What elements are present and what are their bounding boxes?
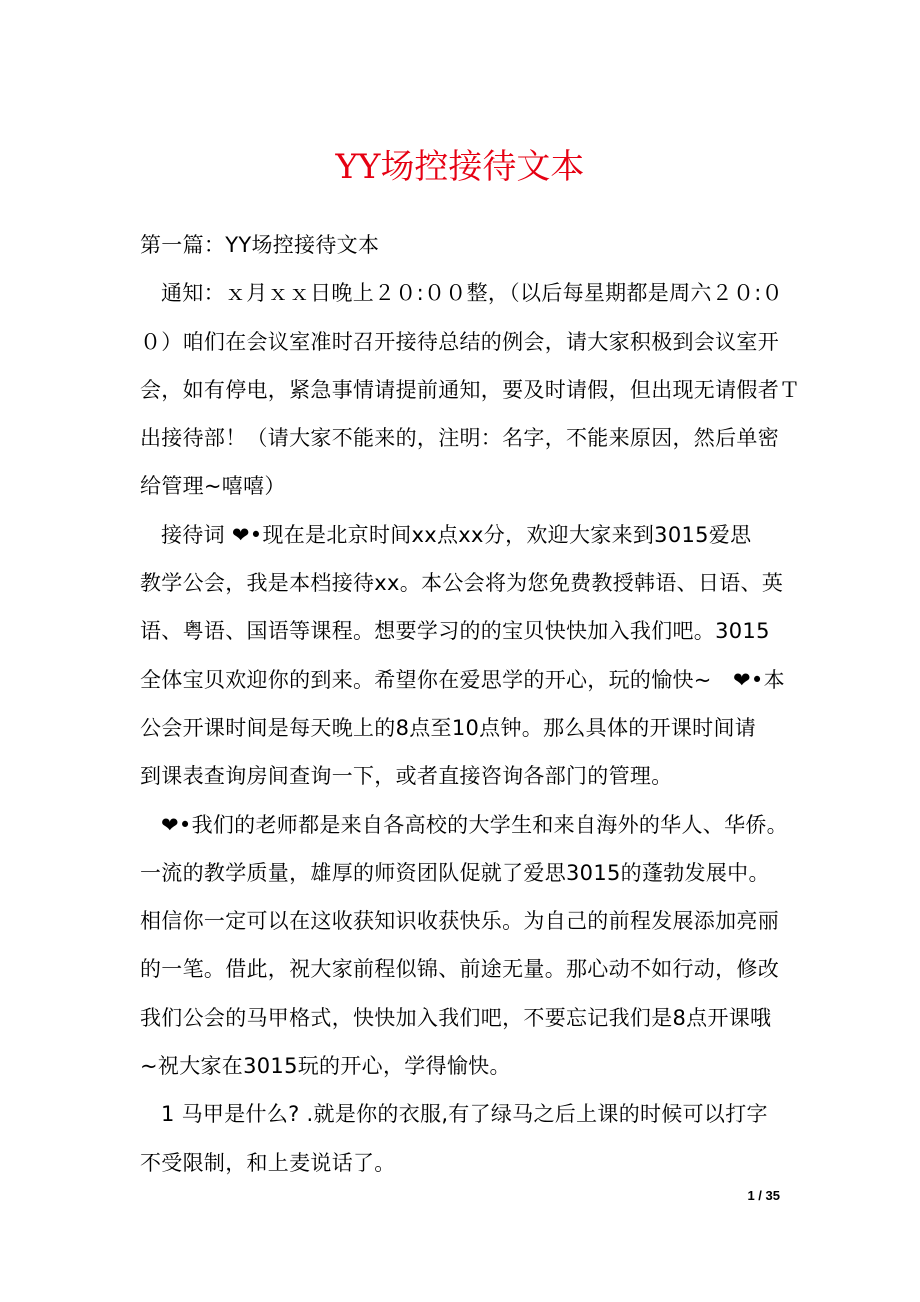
text-line: 语、粤语、国语等课程。想要学习的的宝贝快快加入我们吧。3015 [140, 619, 770, 644]
document-title: YY场控接待文本 [335, 147, 585, 187]
text-line: 出接待部！（请大家不能来的，注明：名字，不能来原因，然后单密 [140, 426, 779, 451]
section-heading: 第一篇：YY场控接待文本 [140, 233, 380, 257]
text-line: ❤•我们的老师都是来自各高校的大学生和来自海外的华人、华侨。 [161, 812, 788, 837]
text-line: 通知：ｘ月ｘｘ日晚上２０:００整，（以后每星期都是周六２０:０ [161, 281, 783, 306]
document-body [140, 221, 801, 1187]
text-line: 会，如有停电，紧急事情请提前通知，要及时请假，但出现无请假者Ｔ [140, 377, 801, 402]
text-line: 接待词 ❤•现在是北京时间xx点xx分，欢迎大家来到3015爱思 [161, 522, 752, 547]
text-line: 公会开课时间是每天晚上的8点至10点钟。那么具体的开课时间请 [140, 715, 757, 740]
text-line: 相信你一定可以在这收获知识收获快乐。为自己的前程发展添加亮丽 [140, 909, 779, 934]
text-line: 到课表查询房间查询一下，或者直接咨询各部门的管理。 [140, 764, 673, 789]
text-line: 的一笔。借此，祝大家前程似锦、前途无量。那心动不如行动，修改 [140, 957, 779, 982]
page-number: 1 / 35 [747, 1188, 780, 1203]
text-line: 1 马甲是什么? .就是你的衣服,有了绿马之后上课的时候可以打字 [161, 1102, 768, 1127]
text-line: 一流的教学质量，雄厚的师资团队促就了爱思3015的蓬勃发展中。 [140, 860, 770, 885]
text-line: ~祝大家在3015玩的开心，学得愉快。 [140, 1054, 511, 1079]
text-line: 给管理~嘻嘻） [140, 474, 286, 499]
text-line: 教学公会，我是本档接待xx。本公会将为您免费教授韩语、日语、英 [140, 571, 784, 596]
text-line: ０）咱们在会议室准时召开接待总结的例会，请大家积极到会议室开 [140, 329, 779, 354]
text-line: 全体宝贝欢迎你的到来。希望你在爱思学的开心，玩的愉快~ ❤•本 [140, 667, 785, 692]
text-line: 我们公会的马甲格式，快快加入我们吧，不要忘记我们是8点开课哦 [140, 1005, 772, 1030]
text-line: 不受限制，和上麦说话了。 [140, 1150, 396, 1175]
